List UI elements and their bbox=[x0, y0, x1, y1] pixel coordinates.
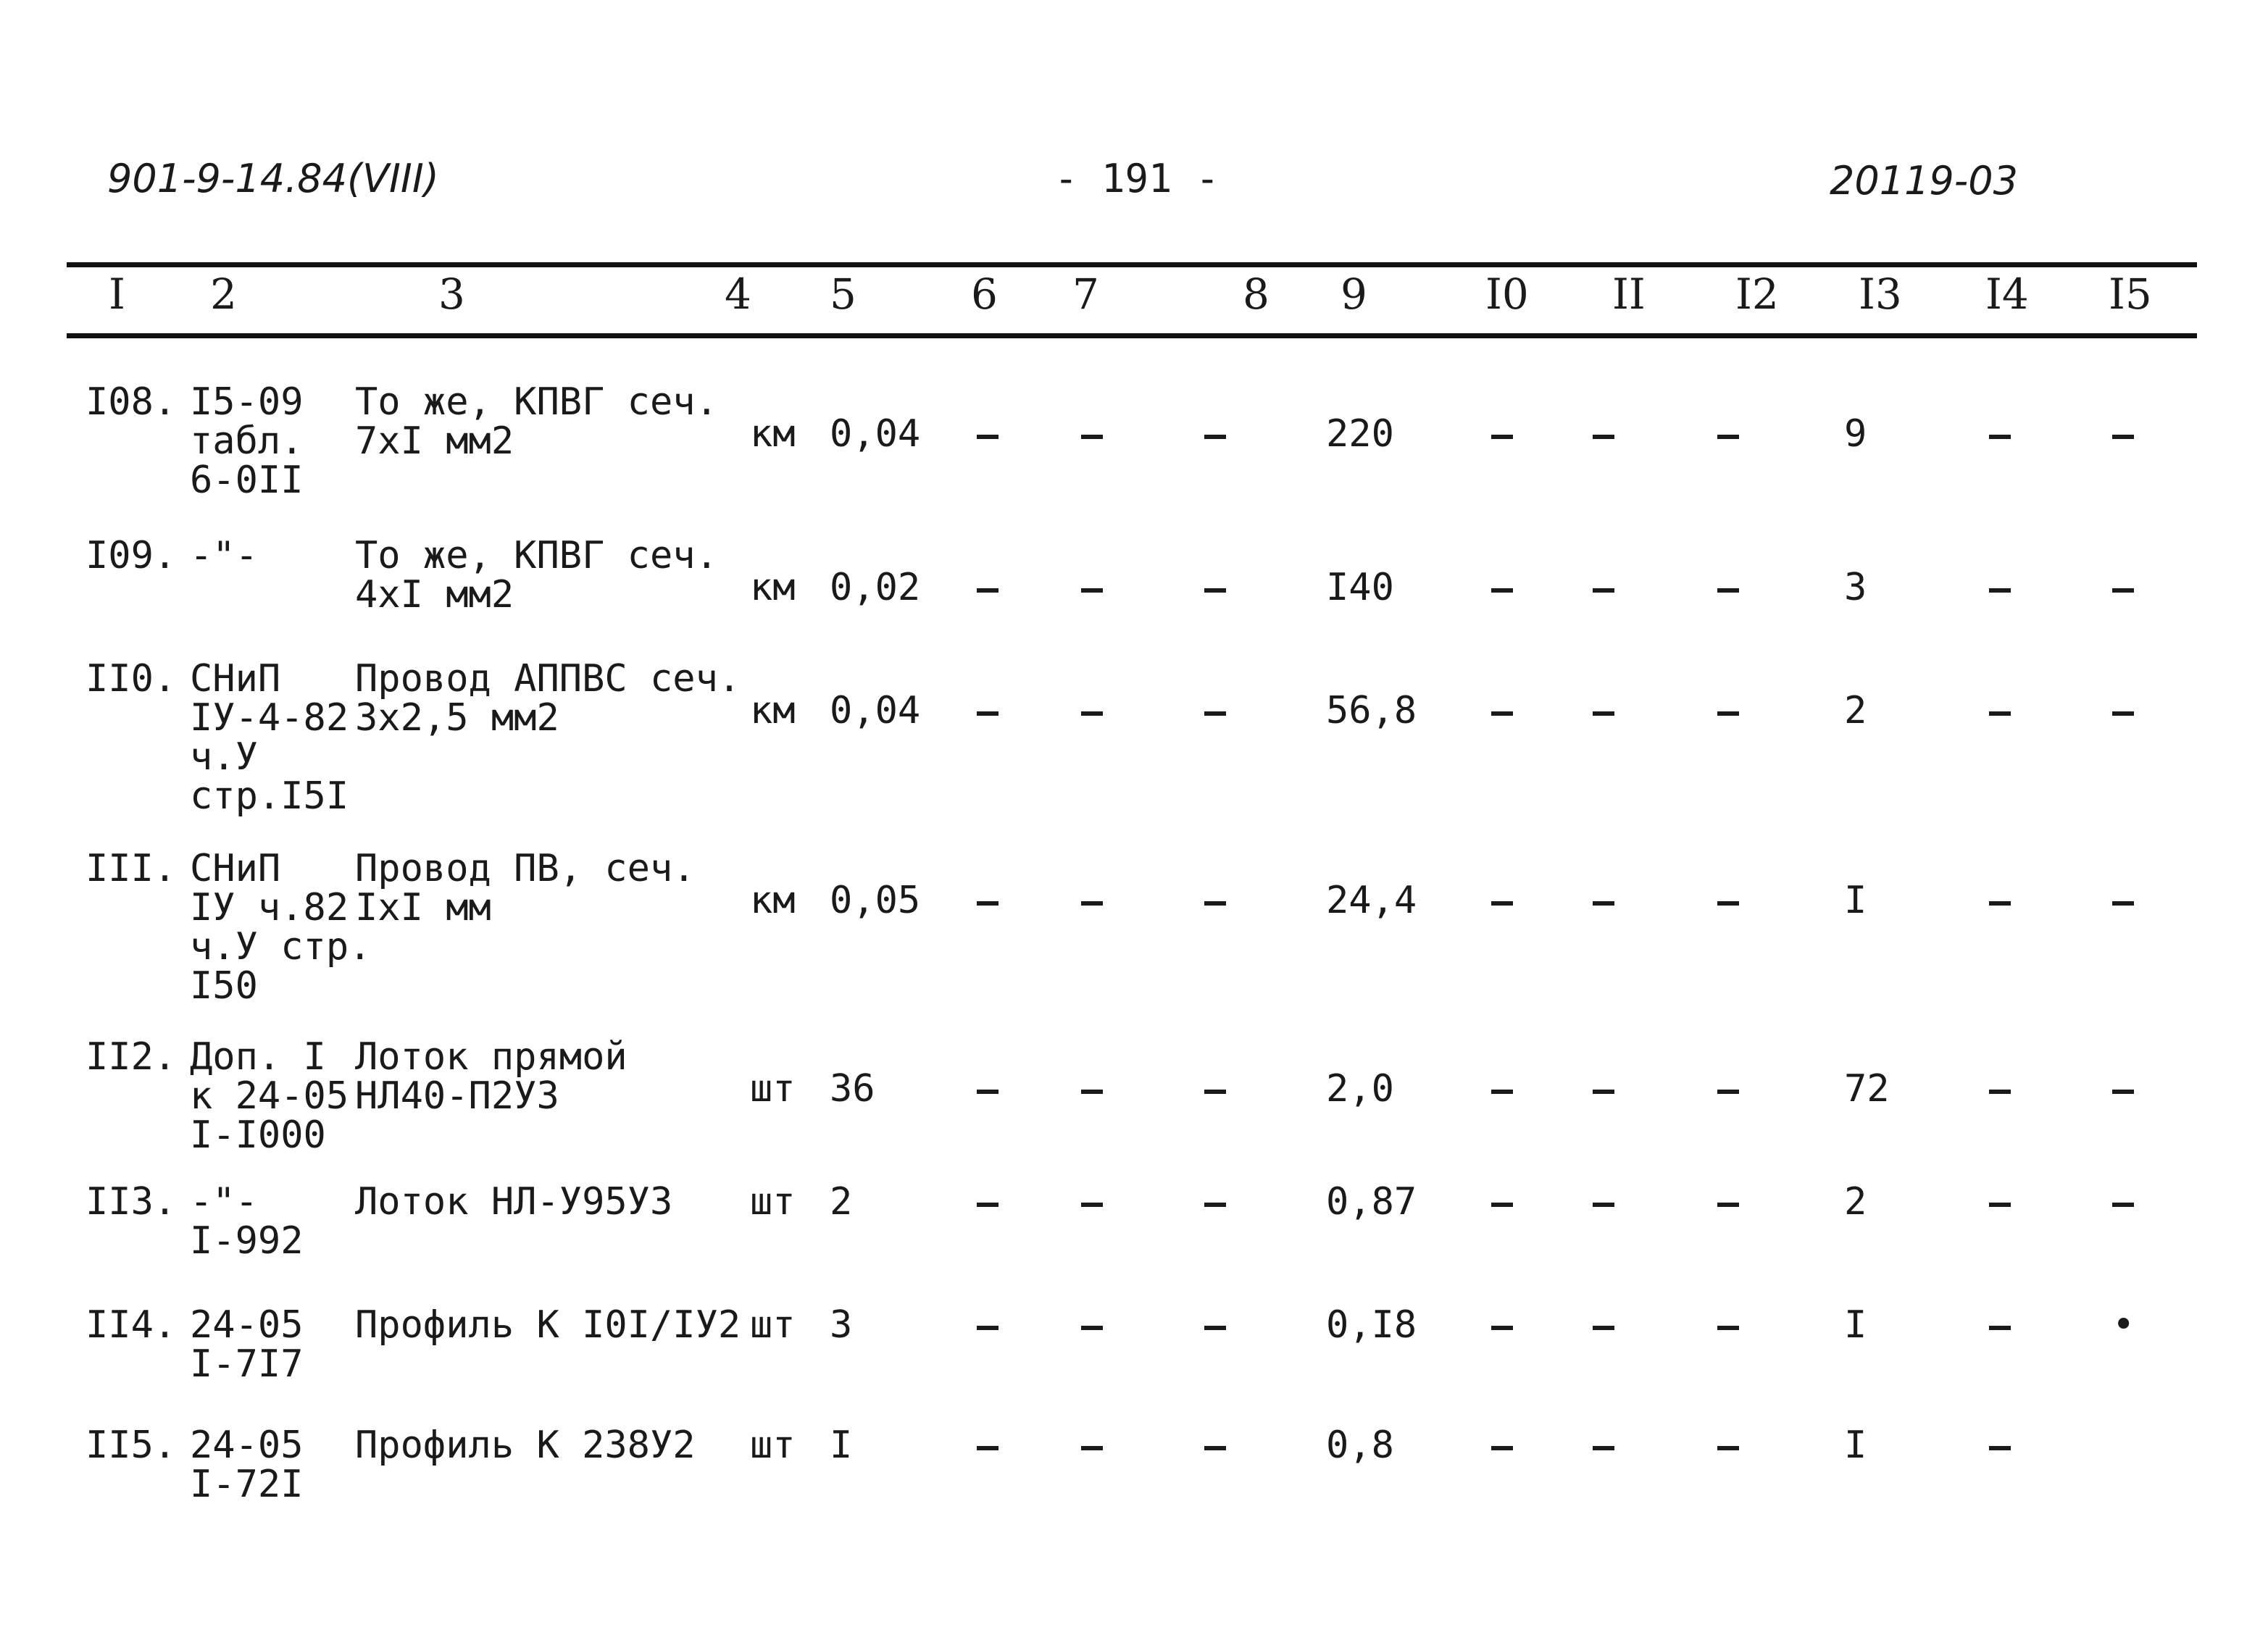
column-header: I5 bbox=[2109, 269, 2152, 319]
column-header: 4 bbox=[725, 269, 751, 319]
column-header: I0 bbox=[1485, 269, 1529, 319]
dash-mark bbox=[1491, 901, 1513, 906]
dash-mark bbox=[1593, 1326, 1614, 1330]
item-name: Лоток прямой НЛ40-П2У3 bbox=[355, 1035, 628, 1118]
quantity: 36 bbox=[830, 1067, 875, 1111]
row-number: II4. bbox=[86, 1303, 177, 1347]
dash-mark bbox=[1081, 1203, 1103, 1207]
dash-mark bbox=[1989, 588, 2011, 593]
dash-mark bbox=[977, 1090, 998, 1094]
unit-price: 56,8 bbox=[1326, 689, 1417, 732]
unit: шт bbox=[750, 1067, 796, 1111]
total-value: 2 bbox=[1844, 689, 1867, 732]
dash-mark bbox=[1593, 711, 1614, 716]
dash-mark bbox=[1204, 1090, 1226, 1094]
column-header: II bbox=[1612, 269, 1646, 319]
dash-mark bbox=[1593, 588, 1614, 593]
norm-reference: 24-05 I-72I bbox=[190, 1424, 304, 1506]
item-name: Провод ПВ, сеч. IхI мм bbox=[355, 847, 696, 929]
dash-mark bbox=[977, 1203, 998, 1207]
quantity: 0,04 bbox=[830, 412, 921, 456]
dash-mark bbox=[977, 1446, 998, 1450]
dash-mark bbox=[1989, 901, 2011, 906]
column-header: 3 bbox=[438, 269, 465, 319]
dash-mark bbox=[1717, 588, 1739, 593]
column-header: 9 bbox=[1341, 269, 1367, 319]
item-name: Профиль К I0I/IУ2 bbox=[355, 1303, 741, 1347]
column-header: 2 bbox=[210, 269, 237, 319]
dash-mark bbox=[1204, 588, 1226, 593]
row-number: I08. bbox=[86, 380, 177, 424]
item-name: Профиль К 238У2 bbox=[355, 1424, 696, 1467]
dash-mark bbox=[1717, 711, 1739, 716]
row-number: II2. bbox=[86, 1035, 177, 1079]
column-header: 6 bbox=[971, 269, 998, 319]
dash-mark bbox=[1989, 1090, 2011, 1094]
dash-mark bbox=[1204, 435, 1226, 439]
row-number: III. bbox=[86, 847, 177, 890]
unit-price: I40 bbox=[1326, 566, 1394, 609]
dash-mark bbox=[1204, 711, 1226, 716]
dash-mark bbox=[1204, 1446, 1226, 1450]
unit-price: 220 bbox=[1326, 412, 1394, 456]
total-value: I bbox=[1844, 1424, 1867, 1467]
dash-mark bbox=[1717, 1446, 1739, 1450]
norm-reference: Доп. I к 24-05 I-I000 bbox=[190, 1035, 349, 1157]
dash-mark bbox=[1081, 1446, 1103, 1450]
item-name: Лоток НЛ-У95У3 bbox=[355, 1180, 673, 1224]
item-name: Провод АППВС сеч. 3х2,5 мм2 bbox=[355, 657, 741, 740]
dash-mark bbox=[977, 1326, 998, 1330]
dash-mark bbox=[1717, 1326, 1739, 1330]
dash-mark bbox=[1491, 711, 1513, 716]
unit-price: 2,0 bbox=[1326, 1067, 1394, 1111]
quantity: 0,04 bbox=[830, 689, 921, 732]
column-header: I2 bbox=[1735, 269, 1779, 319]
norm-reference: СНиП IУ-4-82 ч.У стр.I5I bbox=[190, 657, 349, 818]
unit: км bbox=[750, 879, 796, 922]
dash-mark bbox=[1717, 1203, 1739, 1207]
dash-mark bbox=[1491, 435, 1513, 439]
dash-mark bbox=[1989, 711, 2011, 716]
unit: км bbox=[750, 566, 796, 609]
dash-mark bbox=[1717, 901, 1739, 906]
dash-mark bbox=[1204, 1326, 1226, 1330]
unit-price: 0,87 bbox=[1326, 1180, 1417, 1224]
column-header: I3 bbox=[1859, 269, 1902, 319]
column-header: 5 bbox=[830, 269, 856, 319]
item-name: То же, КПВГ сеч. 4хI мм2 bbox=[355, 534, 718, 616]
dash-mark bbox=[2112, 588, 2134, 593]
dash-mark bbox=[1491, 1090, 1513, 1094]
dash-mark bbox=[977, 711, 998, 716]
doc-code: 901-9-14.84(VIII) bbox=[107, 156, 439, 201]
dash-mark bbox=[2112, 1203, 2134, 1207]
norm-reference: -"- I-992 bbox=[190, 1180, 304, 1263]
dash-mark bbox=[1593, 1090, 1614, 1094]
row-number: II0. bbox=[86, 657, 177, 701]
dash-mark bbox=[1081, 1090, 1103, 1094]
norm-reference: -"- bbox=[190, 534, 258, 577]
row-number: II3. bbox=[86, 1180, 177, 1224]
dash-mark bbox=[1717, 435, 1739, 439]
quantity: 3 bbox=[830, 1303, 853, 1347]
page-number: - 191 - bbox=[1054, 156, 1220, 201]
dash-mark bbox=[1593, 435, 1614, 439]
archive-number: 20119-03 bbox=[1830, 158, 2018, 204]
dash-mark bbox=[2112, 1090, 2134, 1094]
dash-mark bbox=[1989, 435, 2011, 439]
dash-mark bbox=[1081, 901, 1103, 906]
total-value: I bbox=[1844, 879, 1867, 922]
quantity: 2 bbox=[830, 1180, 853, 1224]
dash-mark bbox=[977, 901, 998, 906]
unit-price: 0,8 bbox=[1326, 1424, 1394, 1467]
unit-price: 0,I8 bbox=[1326, 1303, 1417, 1347]
total-value: 72 bbox=[1844, 1067, 1890, 1111]
dash-mark bbox=[1081, 435, 1103, 439]
dash-mark bbox=[1593, 901, 1614, 906]
dash-mark bbox=[1989, 1203, 2011, 1207]
unit: шт bbox=[750, 1180, 796, 1224]
total-value: 9 bbox=[1844, 412, 1867, 456]
quantity: I bbox=[830, 1424, 853, 1467]
dash-mark bbox=[1204, 901, 1226, 906]
column-header: I4 bbox=[1985, 269, 2029, 319]
dash-mark bbox=[2112, 901, 2134, 906]
dash-mark bbox=[1593, 1446, 1614, 1450]
dash-mark bbox=[1081, 711, 1103, 716]
dash-mark bbox=[977, 435, 998, 439]
column-header: I bbox=[109, 269, 125, 319]
unit-price: 24,4 bbox=[1326, 879, 1417, 922]
dash-mark bbox=[1081, 588, 1103, 593]
dash-mark bbox=[2112, 711, 2134, 716]
table-top-rule bbox=[67, 262, 2197, 267]
total-value: 3 bbox=[1844, 566, 1867, 609]
dash-mark bbox=[2112, 435, 2134, 439]
dash-mark bbox=[1989, 1326, 2011, 1330]
dash-mark bbox=[1717, 1090, 1739, 1094]
dash-mark bbox=[1491, 1326, 1513, 1330]
quantity: 0,02 bbox=[830, 566, 921, 609]
dash-mark bbox=[1491, 588, 1513, 593]
dash-mark bbox=[1989, 1446, 2011, 1450]
dash-mark bbox=[977, 588, 998, 593]
dash-mark bbox=[1593, 1203, 1614, 1207]
norm-reference: 24-05 I-7I7 bbox=[190, 1303, 304, 1386]
unit: км bbox=[750, 689, 796, 732]
norm-reference: СНиП IУ ч.82 ч.У стр. I50 bbox=[190, 847, 372, 1008]
unit: шт bbox=[750, 1424, 796, 1467]
row-number: II5. bbox=[86, 1424, 177, 1467]
row-number: I09. bbox=[86, 534, 177, 577]
column-header: 7 bbox=[1072, 269, 1099, 319]
column-header: 8 bbox=[1243, 269, 1270, 319]
quantity: 0,05 bbox=[830, 879, 921, 922]
item-name: То же, КПВГ сеч. 7хI мм2 bbox=[355, 380, 718, 463]
table-header-rule bbox=[67, 333, 2197, 338]
unit: шт bbox=[750, 1303, 796, 1347]
dash-mark bbox=[1081, 1326, 1103, 1330]
total-value: I bbox=[1844, 1303, 1867, 1347]
total-value: 2 bbox=[1844, 1180, 1867, 1224]
unit: км bbox=[750, 412, 796, 456]
dash-mark bbox=[1204, 1203, 1226, 1207]
cell-mark: • bbox=[2112, 1303, 2135, 1347]
norm-reference: I5-09 табл. 6-0II bbox=[190, 380, 304, 502]
dash-mark bbox=[1491, 1446, 1513, 1450]
dash-mark bbox=[1491, 1203, 1513, 1207]
